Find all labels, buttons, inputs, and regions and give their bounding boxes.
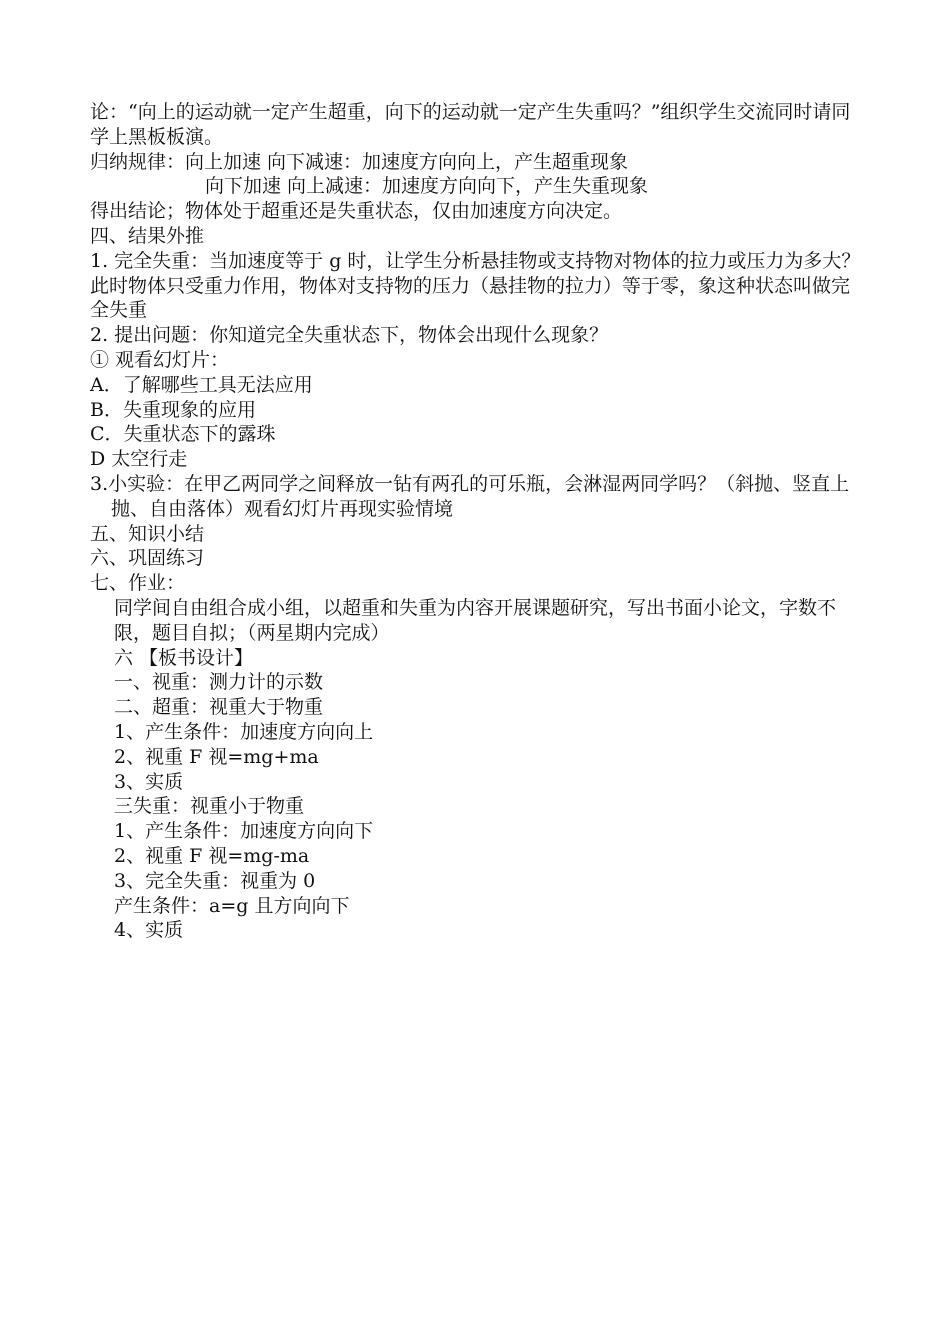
board-item-complete-condition: 产生条件：a=g 且方向向下 [114, 894, 350, 917]
section-heading-summary: 五、知识小结 [90, 522, 205, 545]
list-heading-slides: ① 观看幻灯片： [90, 348, 230, 371]
board-item-overweight-condition: 1、产生条件：加速度方向向上 [114, 720, 374, 743]
list-item-d: D 太空行走 [90, 448, 188, 471]
paragraph-rule-up: 归纳规律：向上加速 向下减速：加速度方向向上，产生超重现象 [90, 150, 629, 173]
list-item-a: A．了解哪些工具无法应用 [90, 373, 313, 396]
board-item-overweight-formula: 2、视重 F 视=mg+ma [114, 745, 319, 768]
paragraph-rule-down: 向下加速 向上减速：加速度方向向下，产生失重现象 [205, 175, 649, 198]
board-item-weightlessness: 三失重：视重小于物重 [114, 795, 305, 818]
list-item-c: C．失重状态下的露珠 [90, 423, 276, 446]
board-item-essence: 4、实质 [114, 919, 184, 942]
board-item-overweight: 二、超重：视重大于物重 [114, 696, 324, 719]
board-item-complete-weightlessness: 3、完全失重：视重为 0 [114, 869, 316, 892]
paragraph-experiment: 3.小实验：在甲乙两同学之间释放一钻有两孔的可乐瓶，会淋湿两同学吗？（斜抛、竖直上抛、自由落体）观看幻灯片再现实验情境 [90, 472, 850, 520]
paragraph-question: 2. 提出问题：你知道完全失重状态下，物体会出现什么现象？ [90, 324, 609, 347]
board-item-weightlessness-condition: 1、产生条件：加速度方向向下 [114, 820, 374, 843]
section-heading-extrapolation: 四、结果外推 [90, 224, 205, 247]
board-item-apparent-weight: 一、视重：测力计的示数 [114, 671, 324, 694]
section-heading-homework: 七、作业： [90, 572, 186, 595]
board-item-overweight-essence: 3、实质 [114, 770, 184, 793]
paragraph-homework: 同学间自由组合成小组，以超重和失重为内容开展课题研究，写出书面小论文，字数不限，题目自拟；（两星期内完成） [114, 596, 837, 644]
paragraph-discussion: 论：“向上的运动就一定产生超重，向下的运动就一定产生失重吗？”组织学生交流同时请同学上黑板板演。 [90, 101, 851, 148]
section-heading-board-design: 六 【板书设计】 [114, 646, 254, 669]
paragraph-conclusion: 得出结论；物体处于超重还是失重状态，仅由加速度方向决定。 [90, 200, 623, 223]
section-heading-practice: 六、巩固练习 [90, 547, 205, 570]
board-item-weightlessness-formula: 2、视重 F 视=mg-ma [114, 844, 310, 867]
paragraph-complete-weightlessness: 1. 完全失重：当加速度等于 g 时，让学生分析悬挂物或支持物对物体的拉力或压力为多大？此时物体只受重力作用，物体对支持物的压力（悬挂物的拉力）等于零，象这种状态叫做完全失重 [90, 249, 861, 322]
list-item-b: B．失重现象的应用 [90, 398, 256, 421]
document-page [90, 100, 865, 943]
